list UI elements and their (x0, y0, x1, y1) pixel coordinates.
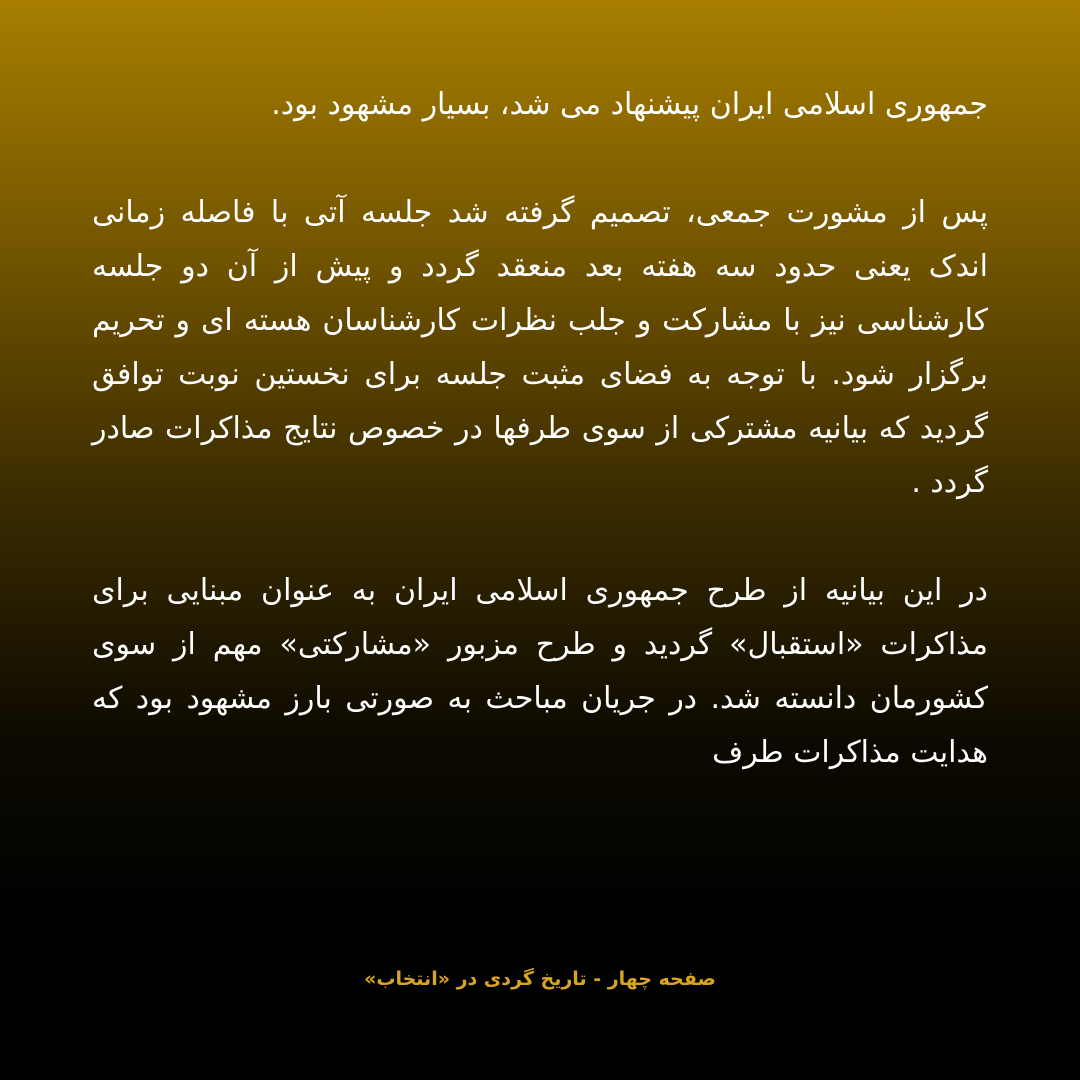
paragraph-2: پس از مشورت جمعی، تصمیم گرفته شد جلسه آتی با فاصله زمانی اندک یعنی حدود سه هفته بعد منعقد گردد و پیش از آن دو جلسه کارشناسی نیز با مشارکت و جلب نظرات کارشناسان هسته ای و تحریم برگزار شود. با توجه به فضای مثبت جلسه برای نخستین نوبت توافق گردید که بیانیه مشترکی از سوی طرفها در خصوص نتایج مذاکرات صادر گردد . (92, 195, 988, 500)
paragraph-3: در این بیانیه از طرح جمهوری اسلامی ایران به عنوان مبنایی برای مذاکرات «استقبال» گردید و طرح مزبور «مشارکتی» مهم از سوی کشورمان دانسته شد. در جریان مباحث به صورتی بارز مشهود بود که هدایت مذاکرات طرف (92, 573, 988, 770)
paragraph-1: جمهوری اسلامی ایران پیشنهاد می شد، بسیار مشهود بود. (271, 87, 988, 122)
page-footer: صفحه چهار - تاریخ گردی در «انتخاب» (364, 968, 716, 990)
article-body (92, 78, 988, 780)
